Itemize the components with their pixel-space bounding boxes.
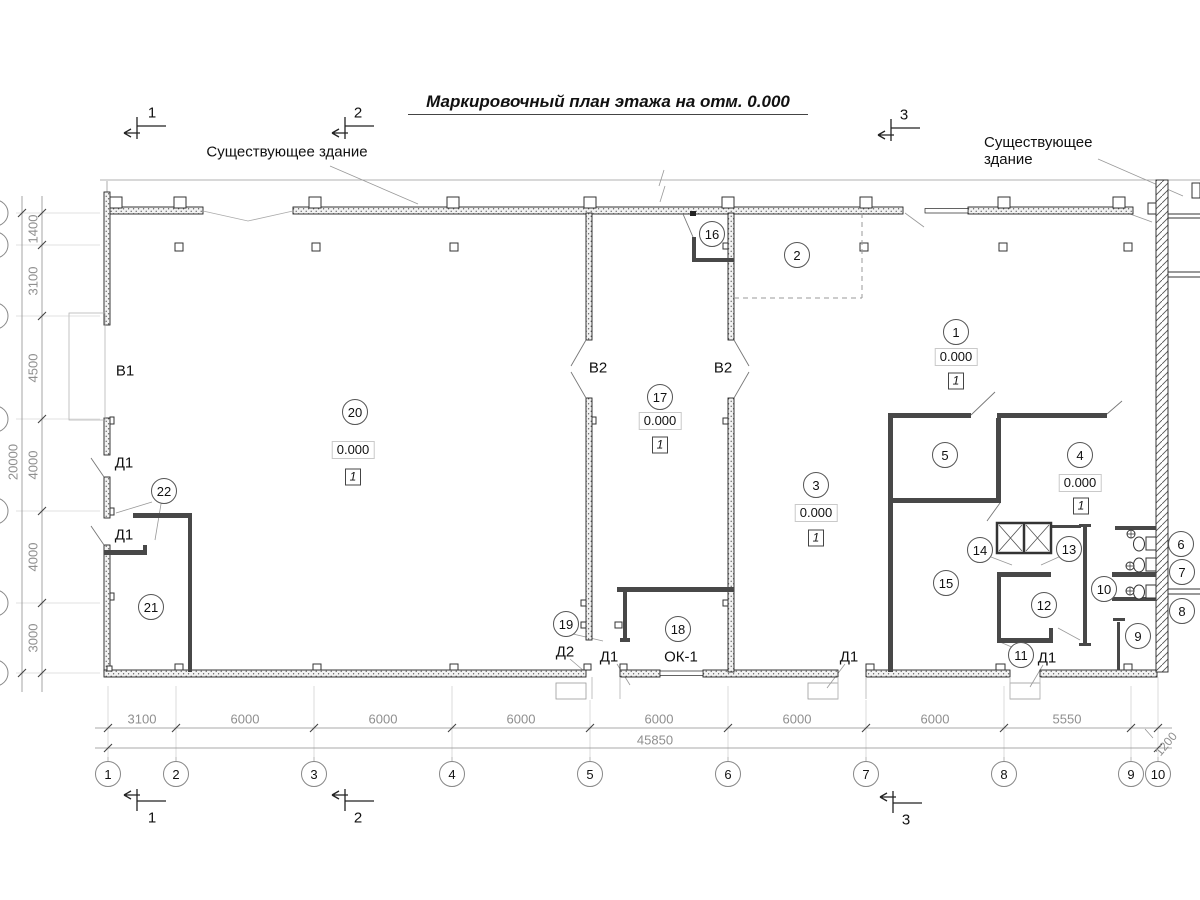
floor-type-room-3: 1 [808, 530, 824, 547]
dim-4500: 4500 [25, 353, 41, 383]
door-label-d1-left-upper: Д1 [114, 454, 134, 472]
window-label-ok1: ОК-1 [664, 648, 698, 666]
section-mark-1-top: 1 [147, 104, 157, 122]
elevation-room-3: 0.000 [795, 504, 838, 522]
room-circle-4: 4 [1067, 442, 1093, 468]
room-circle-19: 19 [553, 611, 579, 637]
room-circle-16: 16 [699, 221, 725, 247]
dim-3100: 3100 [127, 711, 157, 727]
room-circle-18: 18 [665, 616, 691, 642]
dim-6000-3: 6000 [506, 711, 536, 727]
dim-4000-2: 4000 [25, 542, 41, 572]
axis-bubble-3: 3 [301, 761, 327, 787]
room-circle-5: 5 [932, 442, 958, 468]
floor-type-room-17: 1 [652, 437, 668, 454]
room-circle-9: 9 [1125, 623, 1151, 649]
gate-label-v1: В1 [115, 362, 135, 380]
elevation-room-1: 0.000 [935, 348, 978, 366]
dim-total-20000: 20000 [5, 443, 21, 481]
axis-bubble-2: 2 [163, 761, 189, 787]
room-circle-8: 8 [1169, 598, 1195, 624]
room-circle-11: 11 [1008, 642, 1034, 668]
dim-6000-1: 6000 [230, 711, 260, 727]
existing-building-label-left: Существующее здание [206, 143, 368, 161]
room-circle-12: 12 [1031, 592, 1057, 618]
room-circle-1: 1 [943, 319, 969, 345]
toilet-fixtures [1126, 530, 1156, 599]
existing-building-label-right: Существующее здание [984, 134, 1093, 168]
dim-6000-4: 6000 [644, 711, 674, 727]
dim-5550: 5550 [1052, 711, 1082, 727]
room-circle-10: 10 [1091, 576, 1117, 602]
axis-bubble-6: 6 [715, 761, 741, 787]
room-circle-2: 2 [784, 242, 810, 268]
elevation-room-4: 0.000 [1059, 474, 1102, 492]
section-mark-2-top: 2 [353, 104, 363, 122]
axis-bubble-10: 10 [1145, 761, 1171, 787]
gate-label-v2-right: В2 [713, 359, 733, 377]
section-mark-1-bottom: 1 [147, 809, 157, 827]
axis-bubble-5: 5 [577, 761, 603, 787]
section-mark-3-top: 3 [899, 106, 909, 124]
floor-type-room-4: 1 [1073, 498, 1089, 515]
section-flags [124, 117, 922, 813]
door-label-d1-center: Д1 [599, 648, 619, 666]
page-title: Маркировочный план этажа на отм. 0.000 [408, 92, 808, 115]
floor-type-room-1: 1 [948, 373, 964, 390]
top-wall-openings [203, 211, 293, 221]
room-circle-15: 15 [933, 570, 959, 596]
partitions [104, 211, 1156, 672]
dim-4000-1: 4000 [25, 450, 41, 480]
axis-bubble-1: 1 [95, 761, 121, 787]
section-mark-2-bottom: 2 [353, 809, 363, 827]
dim-6000-6: 6000 [920, 711, 950, 727]
door-label-d1-right: Д1 [1037, 649, 1057, 667]
section-mark-3-bottom: 3 [901, 811, 911, 829]
dim-3100-left: 3100 [25, 266, 41, 296]
door-label-d2: Д2 [555, 643, 575, 661]
dim-3000: 3000 [25, 623, 41, 653]
room-circle-7: 7 [1169, 559, 1195, 585]
room-circle-21: 21 [138, 594, 164, 620]
room-circle-22: 22 [151, 478, 177, 504]
door-label-d1-mid-right: Д1 [839, 648, 859, 666]
axis-bubble-4: 4 [439, 761, 465, 787]
elevation-room-17: 0.000 [639, 412, 682, 430]
axis-bubble-9: 9 [1118, 761, 1144, 787]
room-circle-20: 20 [342, 399, 368, 425]
gate-label-v2-left: В2 [588, 359, 608, 377]
room-circle-3: 3 [803, 472, 829, 498]
axis-bubble-8: 8 [991, 761, 1017, 787]
room-circle-17: 17 [647, 384, 673, 410]
existing-building-lines [100, 170, 1200, 202]
dim-6000-2: 6000 [368, 711, 398, 727]
room-circle-14: 14 [967, 537, 993, 563]
door-leaves [69, 214, 1122, 699]
dim-total-45850: 45850 [636, 732, 674, 748]
door-label-d1-left-lower: Д1 [114, 526, 134, 544]
room-circle-6: 6 [1168, 531, 1194, 557]
elevation-room-20: 0.000 [332, 441, 375, 459]
outer-walls [104, 180, 1168, 677]
floor-type-room-20: 1 [345, 469, 361, 486]
dim-1400: 1400 [25, 214, 41, 244]
dim-6000-5: 6000 [782, 711, 812, 727]
shafts [997, 523, 1051, 553]
axis-bubble-7: 7 [853, 761, 879, 787]
dim-1200: 1200 [1152, 729, 1180, 759]
room-circle-13: 13 [1056, 536, 1082, 562]
